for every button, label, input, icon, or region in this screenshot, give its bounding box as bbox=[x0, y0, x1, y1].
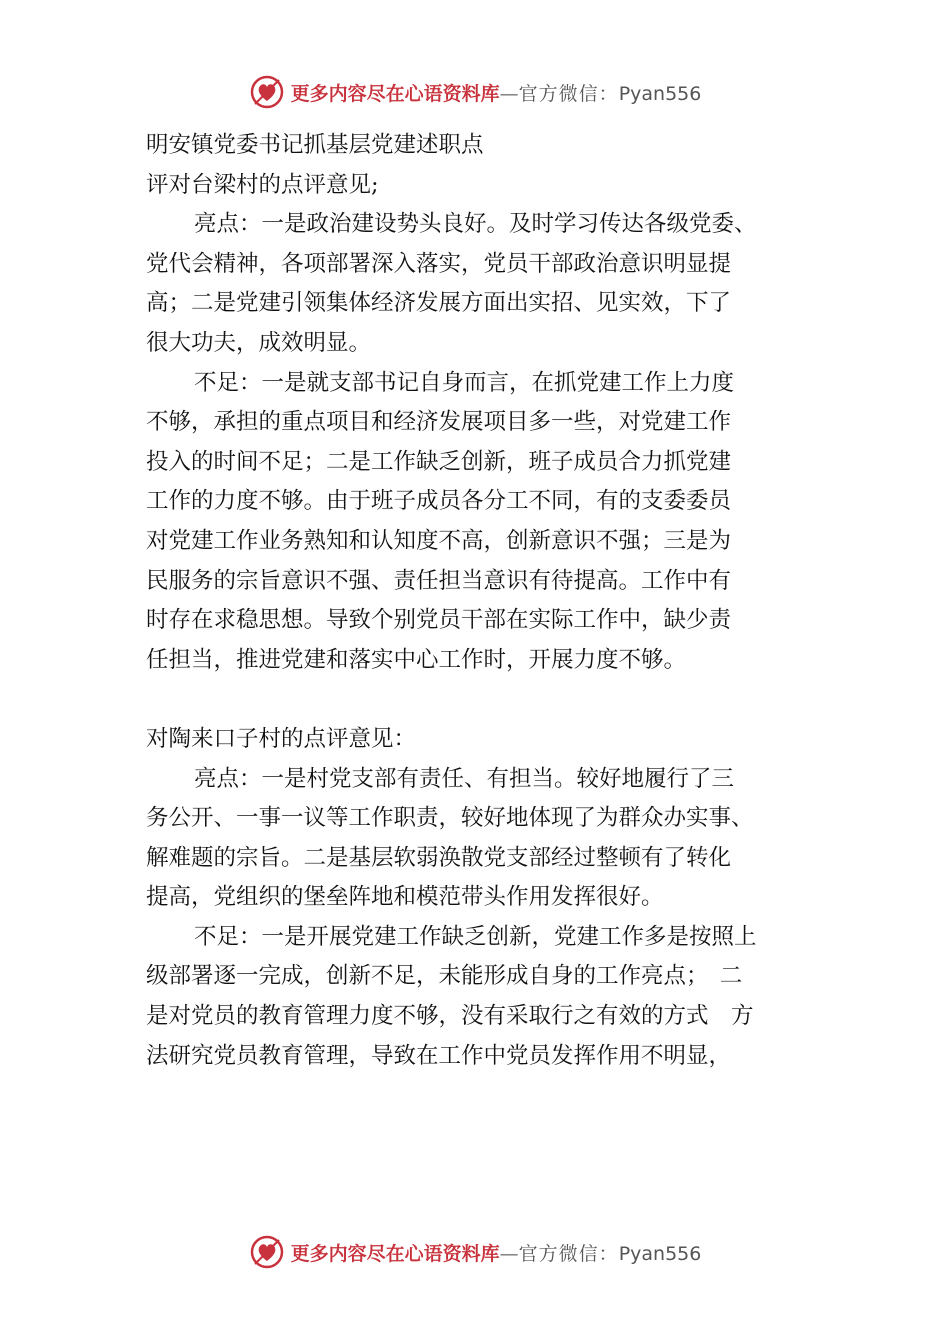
banner-text bbox=[291, 1239, 702, 1266]
banner-brand: 更多内容尽在心语资料库 bbox=[290, 1242, 500, 1265]
section-gap bbox=[146, 680, 836, 720]
banner-dash: — bbox=[499, 1242, 519, 1265]
footer-banner bbox=[0, 1232, 950, 1272]
heart-logo-icon bbox=[249, 1234, 285, 1270]
paragraph-line: 提高，党组织的堡垒阵地和模范带头作用发挥很好。 bbox=[146, 884, 664, 911]
section1-heading: 评对台梁村的点评意见; bbox=[146, 171, 379, 198]
paragraph-line: 是对党员的教育管理力度不够，没有采取行之有效的方式 方 bbox=[146, 1003, 754, 1030]
banner-wechat-id: Pyan556 bbox=[618, 82, 702, 105]
paragraph-line: 亮点：一是政治建设势头良好。及时学习传达各级党委、 bbox=[194, 211, 757, 238]
paragraph-line: 投入的时间不足；二是工作缺乏创新，班子成员合力抓党建 bbox=[146, 448, 732, 475]
document-title: 明安镇党委书记抓基层党建述职点 bbox=[146, 132, 484, 158]
paragraph-line: 工作的力度不够。由于班子成员各分工不同，有的支委委员 bbox=[146, 488, 732, 515]
banner-wechat-label: 官方微信： bbox=[518, 82, 619, 105]
document-body bbox=[146, 126, 836, 1076]
paragraph-line: 不足：一是就支部书记自身而言，在抓党建工作上力度 bbox=[194, 369, 735, 396]
heart-logo-icon bbox=[249, 74, 285, 110]
paragraph-line: 亮点：一是村党支部有责任、有担当。较好地履行了三 bbox=[194, 765, 735, 792]
paragraph-line: 很大功夫，成效明显。 bbox=[146, 329, 372, 356]
paragraph-line: 高；二是党建引领集体经济发展方面出实招、见实效，下了 bbox=[146, 290, 732, 317]
paragraph-line: 法研究党员教育管理，导致在工作中党员发挥作用不明显， bbox=[146, 1042, 732, 1069]
paragraph-line: 对党建工作业务熟知和认知度不高，创新意识不强；三是为 bbox=[146, 527, 732, 554]
banner-wechat-id: Pyan556 bbox=[618, 1242, 702, 1265]
banner-text bbox=[291, 79, 702, 106]
paragraph-line: 不够，承担的重点项目和经济发展项目多一些，对党建工作 bbox=[146, 409, 732, 436]
banner-brand: 更多内容尽在心语资料库 bbox=[290, 82, 500, 105]
section2-heading: 对陶来口子村的点评意见： bbox=[146, 725, 417, 752]
banner-wechat-label: 官方微信： bbox=[518, 1242, 619, 1265]
banner-dash: — bbox=[499, 82, 519, 105]
paragraph-line: 时存在求稳思想。导致个别党员干部在实际工作中，缺少责 bbox=[146, 607, 732, 634]
paragraph-line: 级部署逐一完成，创新不足，未能形成自身的工作亮点； 二 bbox=[146, 963, 743, 990]
paragraph-line: 民服务的宗旨意识不强、责任担当意识有待提高。工作中有 bbox=[146, 567, 732, 594]
paragraph-line: 解难题的宗旨。二是基层软弱涣散党支部经过整顿有了转化 bbox=[146, 844, 732, 871]
paragraph-line: 党代会精神，各项部署深入落实，党员干部政治意识明显提 bbox=[146, 250, 732, 277]
header-banner bbox=[0, 72, 950, 112]
paragraph-line: 不足：一是开展党建工作缺乏创新，党建工作多是按照上 bbox=[194, 923, 757, 950]
paragraph-line: 务公开、一事一议等工作职责，较好地体现了为群众办实事、 bbox=[146, 805, 754, 832]
paragraph-line: 任担当，推进党建和落实中心工作时，开展力度不够。 bbox=[146, 646, 687, 673]
